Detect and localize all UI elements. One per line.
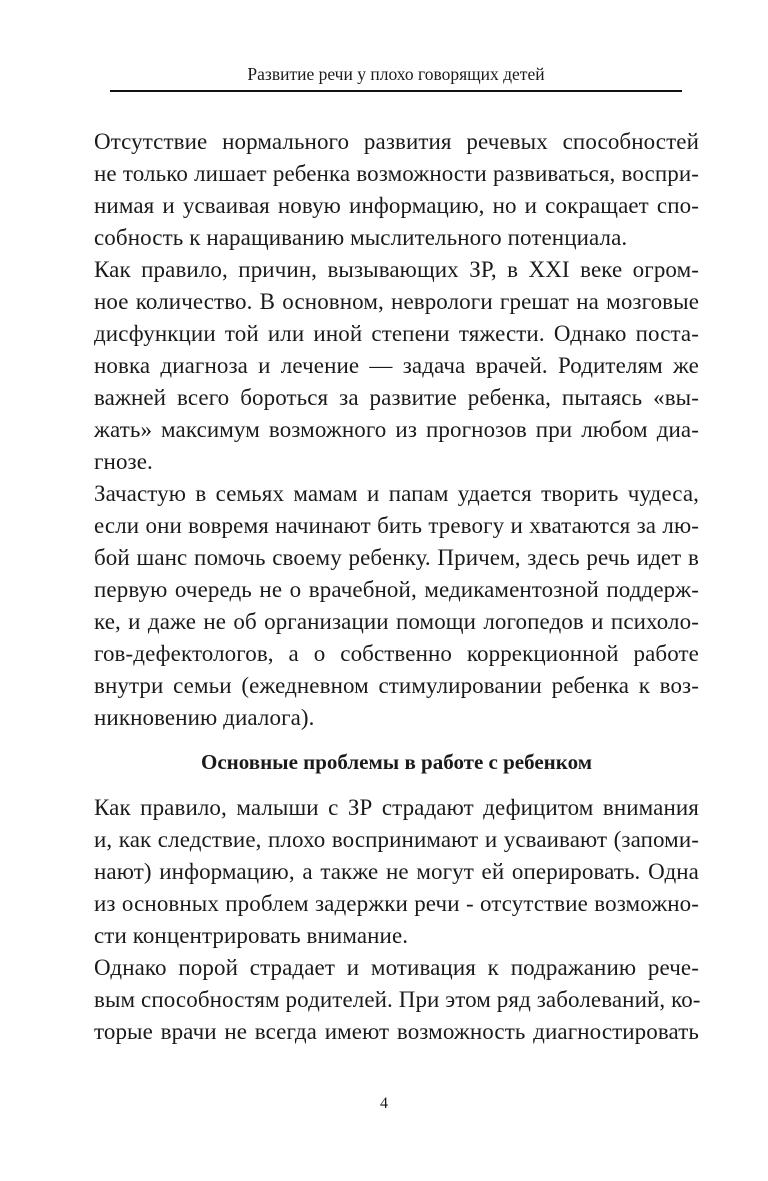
text-line: первую очередь не о врачебной, медикаментозной поддерж-: [94, 577, 699, 602]
text-line: дисфункции той или иной степени тяжести. Однако поста-: [94, 321, 699, 346]
text-line: Зачастую в семьях мамам и папам удается творить чудеса,: [94, 481, 699, 506]
text-line: и, как следствие, плохо воспринимают и усваивают (запоми-: [94, 827, 699, 852]
text-line: если они вовремя начинают бить тревогу и хватаются за лю-: [94, 513, 699, 538]
text-line: новка диагноза и лечение — задача врачей. Родителям же: [94, 353, 699, 378]
text-line: жать» максимум возможного из прогнозов при любом диа-: [94, 417, 699, 442]
text-line: собность к наращиванию мыслительного потенциала.: [94, 225, 628, 250]
paragraph: [94, 126, 699, 254]
text-line: гов-дефектологов, а о собственно коррекционной работе: [94, 641, 699, 666]
text-line: Как правило, малыши с ЗР страдают дефицитом внимания: [94, 795, 699, 820]
text-line: сти концентрировать внимание.: [94, 923, 409, 948]
running-header: [110, 58, 682, 92]
text-line: никновению диалога).: [94, 705, 315, 730]
text-line: важней всего бороться за развитие ребенка, пытаясь «вы-: [94, 385, 699, 410]
text-line: внутри семьи (ежедневном стимулировании ребенка к воз-: [94, 673, 699, 698]
section-heading: Основные проблемы в работе с ребенком: [201, 750, 592, 774]
paragraph: [94, 792, 699, 952]
text-line: ке, и даже не об организации помощи логопедов и психоло-: [94, 609, 699, 634]
text-line: торые врачи не всегда имеют возможность диагностировать: [94, 1019, 699, 1044]
text-line: из основных проблем задержки речи - отсутствие возможно-: [94, 891, 699, 916]
text-line: гнозе.: [94, 449, 153, 474]
text-line: ное количество. В основном, неврологи грешат на мозговые: [94, 289, 699, 314]
paragraph: [94, 478, 699, 734]
paragraph: [94, 952, 699, 1048]
text-line: нимая и усваивая новую информацию, но и сокращает спо-: [94, 193, 699, 218]
text-line: Как правило, причин, вызывающих ЗР, в XXI веке огром-: [94, 257, 699, 282]
text-line: Однако порой страдает и мотивация к подражанию рече-: [94, 955, 699, 980]
text-line: бой шанс помочь своему ребенку. Причем, здесь речь идет в: [94, 545, 699, 570]
page-number: 4: [380, 1095, 388, 1112]
page-body: [94, 126, 699, 1048]
text-line: вым способностям родителей. При этом ряд заболеваний, ко-: [94, 987, 701, 1012]
text-line: нают) информацию, а также не могут ей оперировать. Одна: [94, 859, 699, 884]
text-line: Отсутствие нормального развития речевых способностей: [94, 129, 699, 154]
running-title: Развитие речи у плохо говорящих детей: [247, 64, 545, 84]
text-line: не только лишает ребенка возможности развиваться, воспри-: [94, 161, 699, 186]
paragraph: [94, 254, 699, 478]
